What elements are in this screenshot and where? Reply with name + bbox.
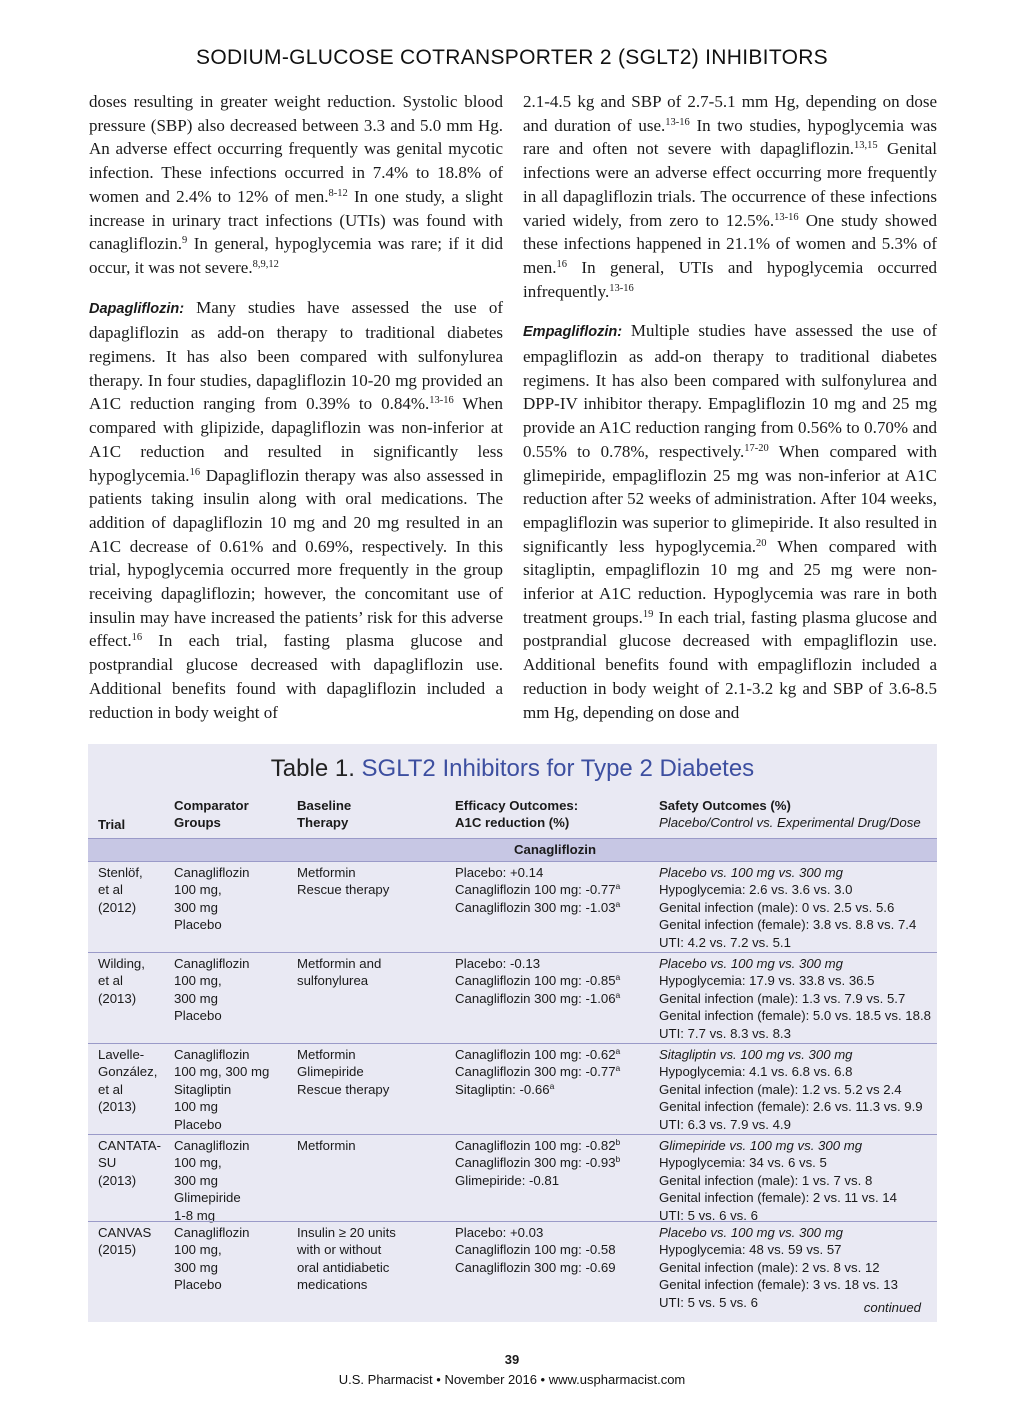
text-run: When compared with glipizide, dapagliflozin was non-inferior at A1C reduction and resulted in significantly less hypoglycemia. — [89, 394, 503, 485]
text-run: doses resulting in greater weight reduction. Systolic blood pressure (SBP) also decreased between 3.3 and 5.0 mm Hg. An adverse effect occurring frequently was genital mycotic infection. These infections occurred in 7.4% to 18.8% of women and 2.4% to 12% of men. — [89, 92, 503, 206]
cell-safety — [659, 1137, 934, 1224]
citation: 13,15 — [854, 140, 878, 152]
text-run: In each trial, fasting plasma glucose and postprandial glucose decreased with dapagliflozin use. Additional benefits found with dapagliflozin included a reduction in body weight of — [89, 631, 503, 722]
footnote-marker: a — [615, 1046, 621, 1056]
efficacy-value: Canagliflozin 300 mg: -0.77 — [455, 1064, 616, 1080]
continued-note: continued — [863, 1299, 921, 1315]
safety-comparison-head: Placebo vs. 100 mg vs. 300 mg — [659, 865, 843, 880]
text-run: When compared with glimepiride, empagliflozin 25 mg was non-inferior at A1C reduction after 52 weeks of administration. After 104 weeks, empagliflozin was superior to glimepiride. It also resulted in significantly less hypoglycemia. — [523, 441, 937, 556]
efficacy-line — [455, 1241, 655, 1258]
page-number: 39 — [504, 1352, 520, 1367]
cell-safety — [659, 955, 934, 1042]
group-label: Canagliflozin — [513, 842, 597, 857]
efficacy-line — [455, 899, 655, 916]
row-divider — [88, 1134, 937, 1135]
safety-comparison-head: Placebo vs. 100 mg vs. 300 mg — [659, 1225, 843, 1240]
footnote-marker: a — [615, 898, 621, 909]
cell-comparator: Canagliflozin 100 mg, 300 mg Sitagliptin 100 mg Placebo — [174, 1047, 270, 1132]
group-bar-canagliflozin — [88, 838, 937, 862]
safety-values: Hypoglycemia: 34 vs. 6 vs. 5 Genital infection (male): 1 vs. 7 vs. 8 Genital infection (female): 2 vs. 11 vs. 14 UTI: 5 vs. 6 vs. 6 — [659, 1155, 897, 1223]
cell-comparator: Canagliflozin 100 mg, 300 mg Placebo — [174, 865, 250, 933]
paragraph — [523, 90, 937, 303]
paragraph — [89, 296, 503, 725]
footnote-marker: a — [615, 989, 621, 1000]
cell-safety — [659, 864, 934, 951]
efficacy-line — [455, 955, 655, 972]
header-baseline: Baseline Therapy — [297, 798, 352, 831]
text-run: When compared with sitagliptin, empagliflozin 10 mg and 25 mg were non-inferior at A1C reduction. Hypoglycemia was rare in both treatment groups. — [523, 536, 937, 627]
safety-comparison-head: Glimepiride vs. 100 mg vs. 300 mg — [659, 1138, 863, 1153]
citation: 9 — [182, 235, 188, 247]
citation: 13-16 — [665, 116, 690, 128]
footnote-marker: b — [615, 1137, 621, 1147]
right-column — [523, 90, 937, 724]
efficacy-line — [455, 1172, 655, 1189]
efficacy-line — [455, 1063, 655, 1080]
cell-efficacy — [455, 1137, 655, 1189]
cell-efficacy — [455, 1224, 655, 1276]
safety-values: Hypoglycemia: 17.9 vs. 33.8 vs. 36.5 Genital infection (male): 1.3 vs. 7.9 vs. 5.7 Genital infection (female): 5.0 vs. 18.5 vs. 18.8 UTI: 7.7 vs. 8.3 vs. 8.3 — [659, 973, 931, 1041]
efficacy-line — [455, 864, 655, 881]
cell-trial: CANTATA- SU (2013) — [98, 1138, 161, 1188]
cell-baseline: Metformin Glimepiride Rescue therapy — [297, 1047, 390, 1097]
cell-trial: Wilding, et al (2013) — [98, 956, 145, 1006]
cell-efficacy — [455, 864, 655, 916]
efficacy-value: Canagliflozin 100 mg: -0.62 — [455, 1047, 616, 1062]
efficacy-value: Sitagliptin: -0.66 — [455, 1081, 550, 1097]
citation: 8-12 — [328, 187, 348, 199]
paragraph — [89, 90, 503, 280]
efficacy-value: Canagliflozin 100 mg: -0.77 — [455, 882, 616, 898]
table-number: Table 1. — [270, 755, 355, 782]
header-trial: Trial — [98, 817, 126, 832]
citation: 16 — [556, 258, 568, 270]
efficacy-value: Canagliflozin 300 mg: -0.93 — [455, 1155, 616, 1171]
text-run: One study showed these infections happened in 21.1% of women and 5.3% of men. — [523, 210, 937, 277]
text-run: In two studies, hypoglycemia was rare and often not severe with dapagliflozin. — [523, 115, 937, 159]
cell-baseline: Metformin and sulfonylurea — [297, 956, 382, 989]
efficacy-line — [455, 972, 655, 989]
cell-safety — [659, 1046, 934, 1133]
efficacy-value: Canagliflozin 300 mg: -1.03 — [455, 899, 616, 915]
sglt2-table — [88, 744, 937, 1322]
text-run: In general, hypoglycemia was rare; if it did occur, it was not severe. — [89, 234, 503, 277]
efficacy-line — [455, 1081, 655, 1098]
efficacy-value: Canagliflozin 300 mg: -1.06 — [455, 990, 616, 1006]
efficacy-value: Canagliflozin 100 mg: -0.85 — [455, 973, 616, 989]
footnote-marker: a — [549, 1080, 555, 1091]
text-run: In general, UTIs and hypoglycemia occurred infrequently. — [523, 257, 937, 301]
page-footer: U.S. Pharmacist • November 2016 • www.uspharmacist.com — [338, 1372, 686, 1387]
text-run: Genital infections were an adverse effect occurring more frequently in all dapagliflozin trials. The occurrence of these infections varied widely, from zero to 12.5%. — [523, 139, 937, 230]
section-subhead: Empagliflozin: — [523, 324, 623, 341]
efficacy-line — [455, 881, 655, 898]
efficacy-line — [455, 1224, 655, 1241]
citation: 13-16 — [774, 211, 799, 223]
page-header: SODIUM-GLUCOSE COTRANSPORTER 2 (SGLT2) INHIBITORS — [196, 46, 828, 69]
text-run: Multiple studies have assessed the use of empagliflozin as add-on therapy to traditional diabetes regimens. It has also been compared with sulfonylurea and DPP-IV inhibitor therapy. Empagliflozin 10 mg and 25 mg provide an A1C reduction ranging from 0.56% to 0.70% and 0.55% to 0.78%, respectively. — [523, 321, 937, 461]
efficacy-line — [455, 990, 655, 1007]
footnote-marker: b — [615, 1154, 621, 1165]
footnote-marker: a — [615, 1063, 621, 1074]
section-subhead: Dapagliflozin: — [89, 300, 185, 317]
table-title-text: SGLT2 Inhibitors for Type 2 Diabetes — [361, 755, 755, 782]
cell-comparator: Canagliflozin 100 mg, 300 mg Placebo — [174, 956, 250, 1024]
safety-values: Hypoglycemia: 48 vs. 59 vs. 57 Genital infection (male): 2 vs. 8 vs. 12 Genital infection (female): 3 vs. 18 vs. 13 UTI: 5 vs. 5 vs. 6 — [659, 1242, 898, 1310]
text-run: In each trial, fasting plasma glucose and postprandial glucose decreased with empagliflozin use. Additional benefits found with empagliflozin included a reduction in body weight of 2.1-3.2 kg and SBP of 3.6-8.5 mm Hg, depending on dose and — [523, 607, 937, 722]
header-efficacy: Efficacy Outcomes: A1C reduction (%) — [455, 798, 579, 831]
efficacy-value: Placebo: +0.14 — [455, 865, 544, 880]
cell-baseline: Metformin Rescue therapy — [297, 865, 390, 898]
efficacy-line — [455, 1154, 655, 1171]
row-divider — [88, 952, 937, 953]
efficacy-line — [455, 1259, 655, 1276]
efficacy-value: Canagliflozin 100 mg: -0.82 — [455, 1138, 616, 1153]
header-safety-subtitle: Placebo/Control vs. Experimental Drug/Dose — [659, 815, 921, 831]
header-comparator: Comparator Groups — [174, 798, 249, 831]
cell-efficacy — [455, 955, 655, 1007]
cell-trial: Stenlöf, et al (2012) — [98, 865, 143, 915]
citation: 13-16 — [429, 395, 454, 407]
text-run: In one study, a slight increase in urinary tract infections (UTIs) was found with canagliflozin. — [89, 186, 503, 254]
cell-baseline: Metformin — [297, 1138, 356, 1153]
efficacy-value: Canagliflozin 100 mg: -0.58 — [455, 1242, 616, 1258]
header-safety-title: Safety Outcomes (%) — [659, 798, 791, 813]
efficacy-value: Canagliflozin 300 mg: -0.69 — [455, 1259, 616, 1275]
cell-baseline: Insulin ≥ 20 units with or without oral antidiabetic medications — [297, 1225, 396, 1293]
table-title — [88, 755, 937, 782]
citation: 16 — [189, 466, 201, 478]
citation: 19 — [642, 608, 654, 620]
citation: 13-16 — [609, 282, 634, 294]
paragraph — [523, 319, 937, 724]
text-run: Dapagliflozin therapy was also assessed in patients taking insulin along with oral medications. The addition of dapagliflozin 10 mg and 20 mg resulted in an A1C decrease of 0.61% and 0.69%, respectively. In this trial, hypoglycemia occurred more frequently in the group receiving dapagliflozin; however, the concomitant use of insulin may have increased the patients’ risk for this adverse effect. — [89, 465, 503, 651]
citation: 16 — [131, 632, 143, 644]
footnote-marker: a — [615, 972, 621, 983]
efficacy-line — [455, 1137, 655, 1154]
text-run: Many studies have assessed the use of dapagliflozin as add-on therapy to traditional diabetes regimens. It has also been compared with sulfonylurea therapy. In four studies, dapagliflozin 10-20 mg provided an A1C reduction ranging from 0.39% to 0.84%. — [89, 297, 503, 414]
safety-values: Hypoglycemia: 2.6 vs. 3.6 vs. 3.0 Genital infection (male): 0 vs. 2.5 vs. 5.6 Genital infection (female): 3.8 vs. 8.8 vs. 7.4 UTI: 4.2 vs. 7.2 vs. 5.1 — [659, 882, 917, 950]
safety-values: Hypoglycemia: 4.1 vs. 6.8 vs. 6.8 Genital infection (male): 1.2 vs. 5.2 vs 2.4 Genital infection (female): 2.6 vs. 11.3 vs. 9.9 UTI: 6.3 vs. 7.9 vs. 4.9 — [659, 1064, 923, 1132]
safety-comparison-head: Sitagliptin vs. 100 mg vs. 300 mg — [659, 1047, 853, 1062]
citation: 20 — [756, 537, 767, 549]
safety-comparison-head: Placebo vs. 100 mg vs. 300 mg — [659, 956, 843, 971]
citation: 8,9,12 — [252, 258, 279, 270]
citation: 17-20 — [744, 442, 769, 454]
efficacy-value: Placebo: -0.13 — [455, 956, 541, 971]
efficacy-value: Glimepiride: -0.81 — [455, 1172, 560, 1188]
efficacy-value: Placebo: +0.03 — [455, 1225, 544, 1240]
footnote-marker: a — [615, 881, 621, 892]
cell-efficacy — [455, 1046, 655, 1098]
left-column — [89, 90, 503, 724]
cell-trial: CANVAS (2015) — [98, 1225, 152, 1258]
cell-comparator: Canagliflozin 100 mg, 300 mg Placebo — [174, 1225, 250, 1293]
header-safety — [659, 797, 934, 832]
text-run: 2.1-4.5 kg and SBP of 2.7-5.1 mm Hg, depending on dose and duration of use. — [523, 92, 937, 135]
cell-trial: Lavelle- González, et al (2013) — [98, 1047, 158, 1115]
row-divider — [88, 1221, 937, 1222]
efficacy-line — [455, 1046, 655, 1063]
cell-comparator: Canagliflozin 100 mg, 300 mg Glimepiride 1-8 mg — [174, 1138, 250, 1223]
row-divider — [88, 1043, 937, 1044]
